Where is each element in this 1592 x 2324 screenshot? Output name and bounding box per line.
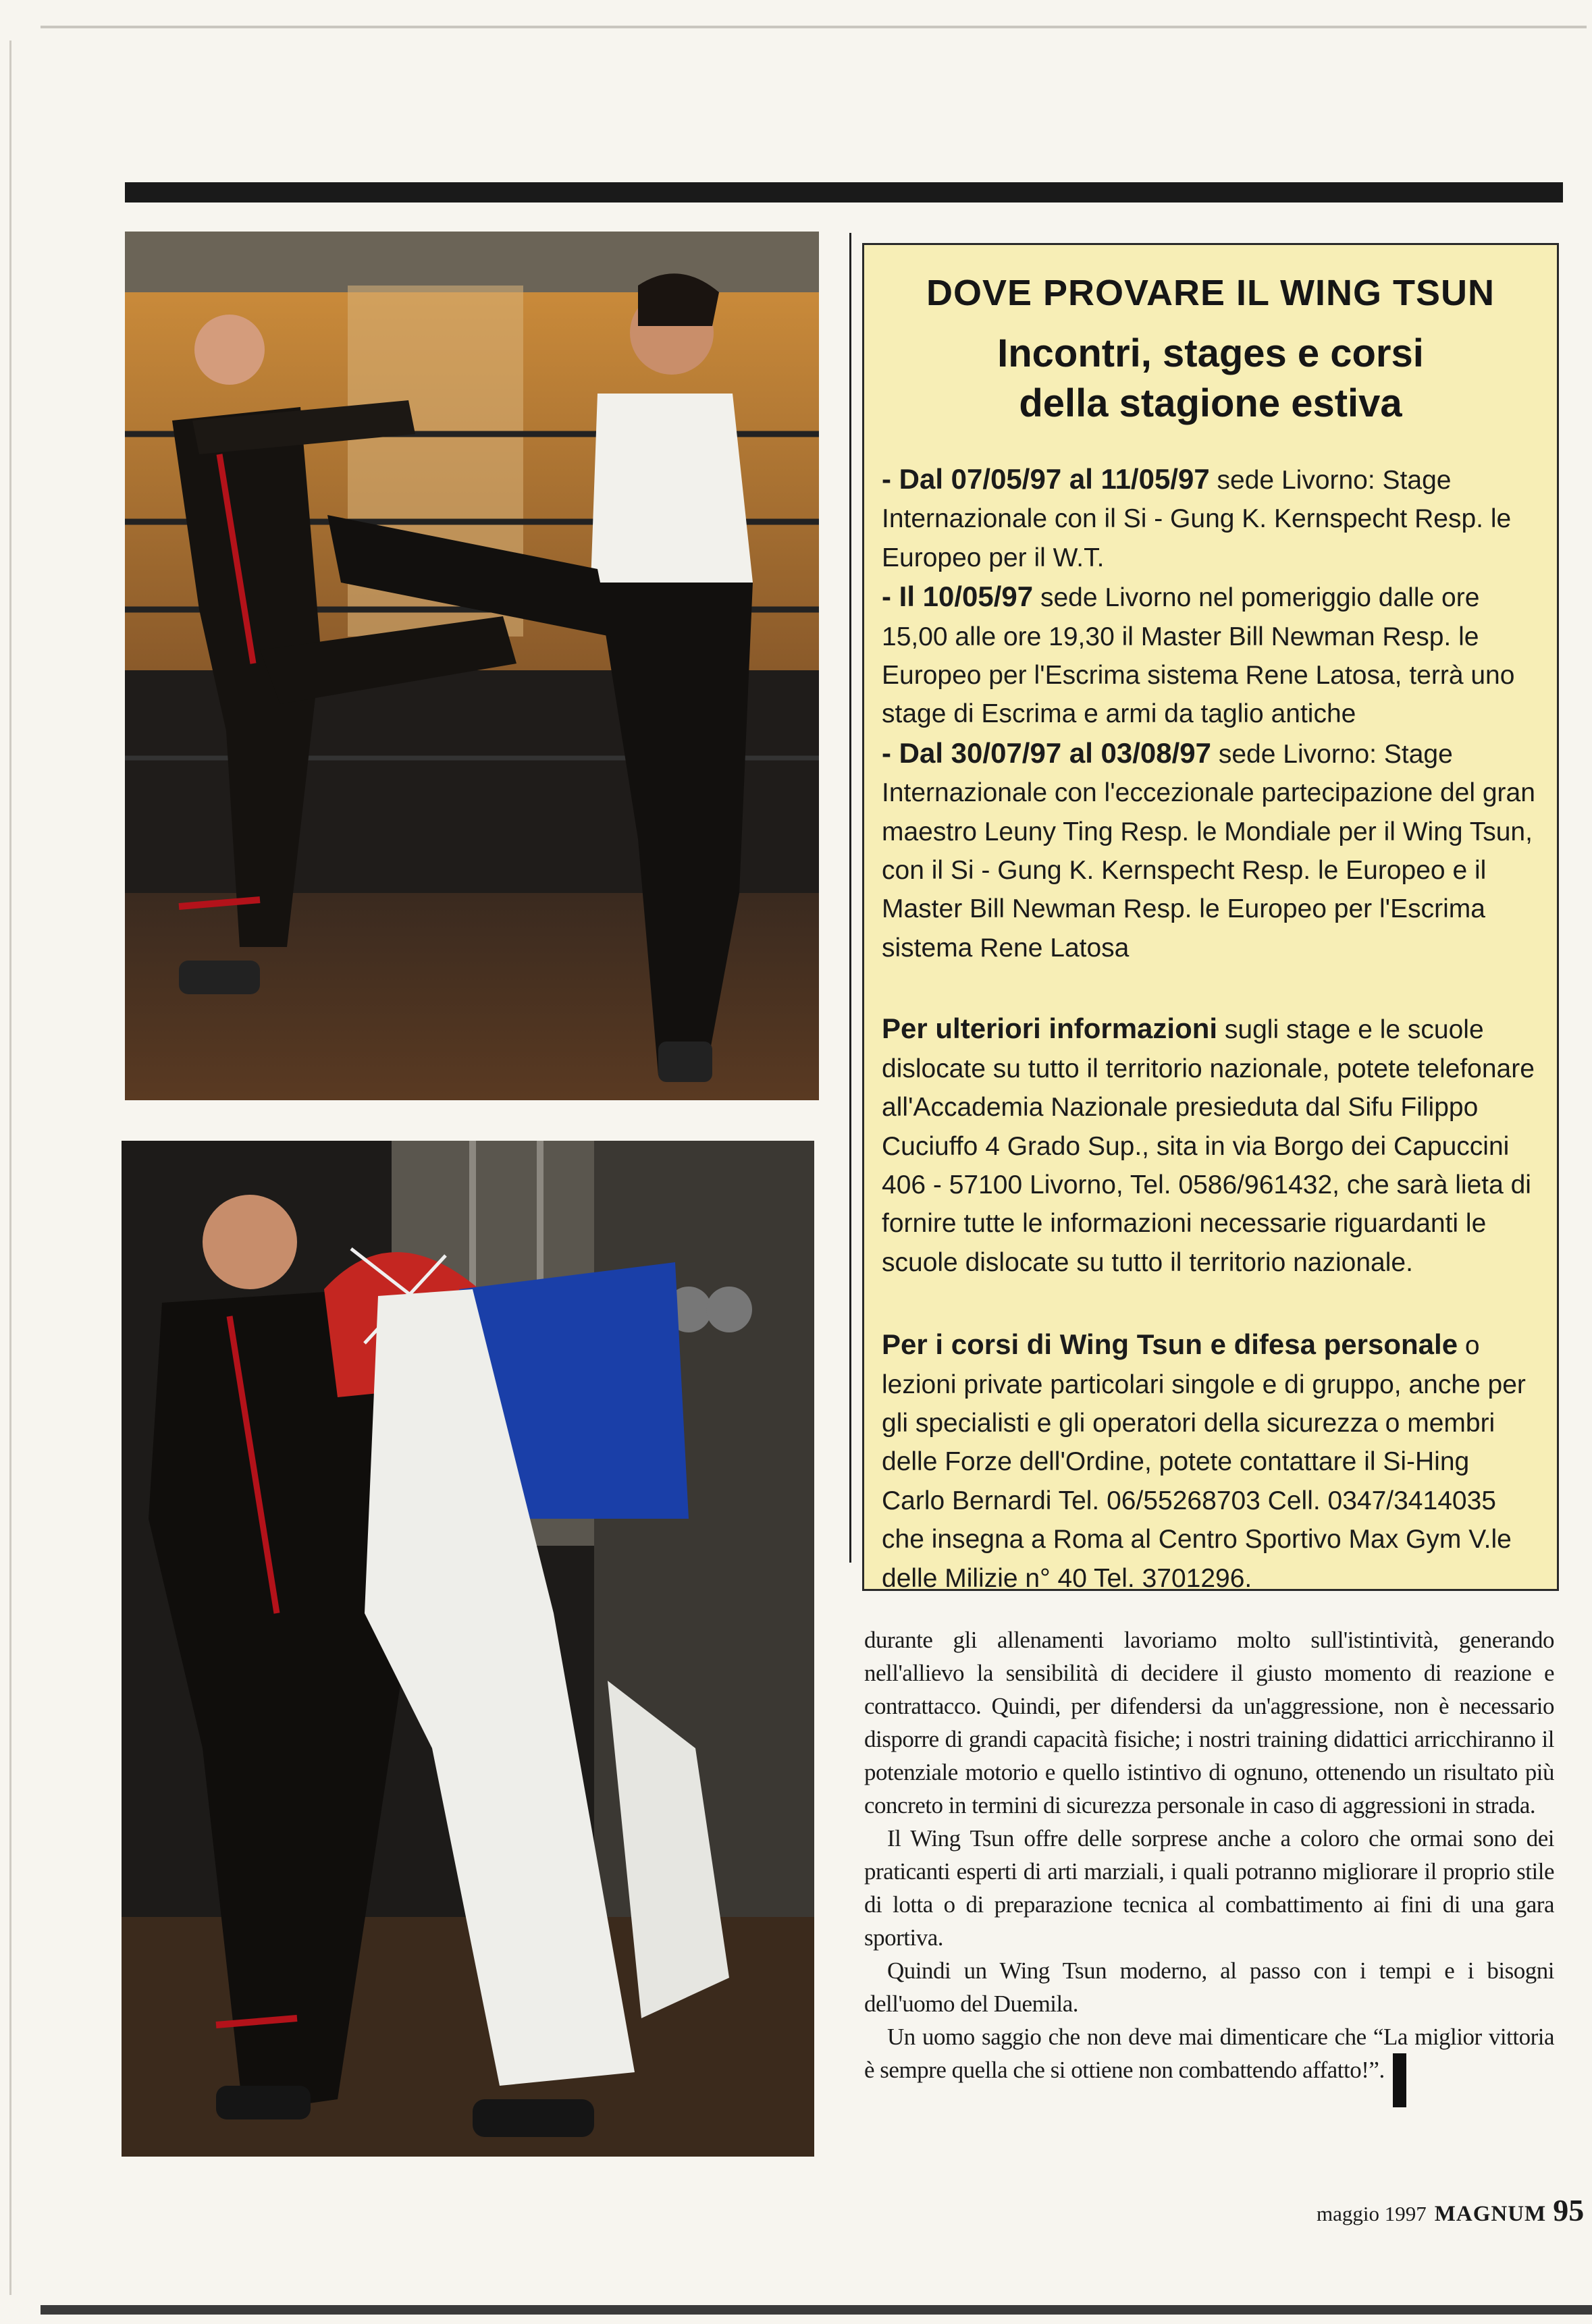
photo-close-strike-illustration [122,1141,814,2157]
courses-lead: Per i corsi di Wing Tsun e difesa personale [882,1328,1458,1361]
box-subtitle: Incontri, stages e corsi della stagione estiva [997,331,1424,425]
photo-high-kick-illustration [125,232,819,1100]
issue-date: maggio 1997 [1317,2202,1427,2225]
info-paragraph [882,1009,1539,1282]
bottom-rule [41,2305,1592,2315]
photo-close-strike [122,1141,814,2157]
schedule-text: sede Livorno: Stage Internazionale con il Si - Gung K. Kernspecht Resp. le Europeo per il W.T. [882,466,1512,572]
article-paragraph: Quindi un Wing Tsun moderno, al passo con i tempi e i bisogni dell'uomo del Duemila. [864,1957,1554,2017]
info-lead: Per ulteriori informazioni [882,1012,1218,1045]
info-text: sugli stage e le scuole dislocate su tutto il territorio nazionale, potete telefonare all'Accademia Nazionale presieduta dal Sifu Filippo Cuciuffo 4 Grado Sup., sita in via Borgo dei Capuccini 406 - 57100 Livorno, Tel. 0586/961432, che sarà lieta di fornire tutte le informazioni necessarie riguardanti le scuole dislocate su tutto il territorio nazionale. [882,1015,1535,1277]
schedule-item [882,734,1539,967]
page-number: 95 [1553,2193,1585,2227]
info-box [862,243,1559,1591]
schedule-text: sede Livorno: Stage Internazionale con l'eccezionale partecipazione del gran maestro Leuny Ting Resp. le Mondiale per il Wing Tsun, con il Si - Gung K. Kernspecht Resp. le Europeo e il Master Bill Newman Resp. le Europeo per l'Escrima sistema Rene Latosa [882,739,1535,963]
courses-paragraph [882,1325,1539,1598]
article-closing-text: Un uomo saggio che non deve mai dimenticare che “La miglior vittoria è sempre quella che si ottiene non combattendo affatto!”. [864,2024,1554,2083]
schedule-item [882,460,1539,577]
schedule-list [882,460,1539,967]
schedule-dates: - Dal 30/07/97 al 03/08/97 [882,736,1212,769]
courses-text: o lezioni private particolari singole e di gruppo, anche per gli specialisti e gli operatori della sicurezza o membri delle Forze dell'Ordine, potete contattare il Si-Hing Carlo Bernardi Tel. 06/55268703 Cell. 0347/3414035 che insegna a Roma al Centro Sportivo Max Gym V.le delle Milizie n° 40 Tel. 3701296. [882,1331,1526,1593]
box-title: DOVE PROVARE IL WING TSUN [926,273,1495,313]
page-edge-shadow [9,40,11,2295]
magazine-name: MAGNUM [1434,2202,1547,2226]
schedule-dates: - Dal 07/05/97 al 11/05/97 [882,463,1210,495]
page-footer [1317,2192,1587,2228]
top-rule [125,182,1563,202]
end-of-article-mark [1393,2053,1406,2107]
article-body [864,1623,1554,2107]
article-paragraph-last [864,2020,1554,2107]
column-rule [849,233,851,1563]
schedule-text: sede Livorno nel pomeriggio dalle ore 15,00 alle ore 19,30 il Master Bill Newman Resp. le Europeo per l'Escrima sistema Rene Latosa, terrà uno stage di Escrima e armi da taglio antiche [882,583,1515,729]
schedule-item [882,577,1539,734]
article-paragraph: Il Wing Tsun offre delle sorprese anche a coloro che ormai sono dei praticanti esperti di arti marziali, i quali potranno migliorare il proprio stile di lotta o di preparazione tecnica al combattimento ai fini di una gara sportiva. [864,1825,1554,1951]
top-hairline [41,26,1587,28]
article-paragraph: durante gli allenamenti lavoriamo molto sull'istintività, generando nell'allievo la sensibilità di decidere il giusto momento di reazione e contrattacco. Quindi, per difendersi da un'aggressione, non è necessario disporre di grandi capacità fisiche; i nostri training didattici arricchiranno il potenziale motorio e quello istintivo di ognuno, ottenendo un risultato più concreto in termini di sicurezza personale in caso di aggressioni in strada. [864,1627,1554,1818]
photo-high-kick [125,232,819,1100]
schedule-dates: - Il 10/05/97 [882,580,1034,613]
